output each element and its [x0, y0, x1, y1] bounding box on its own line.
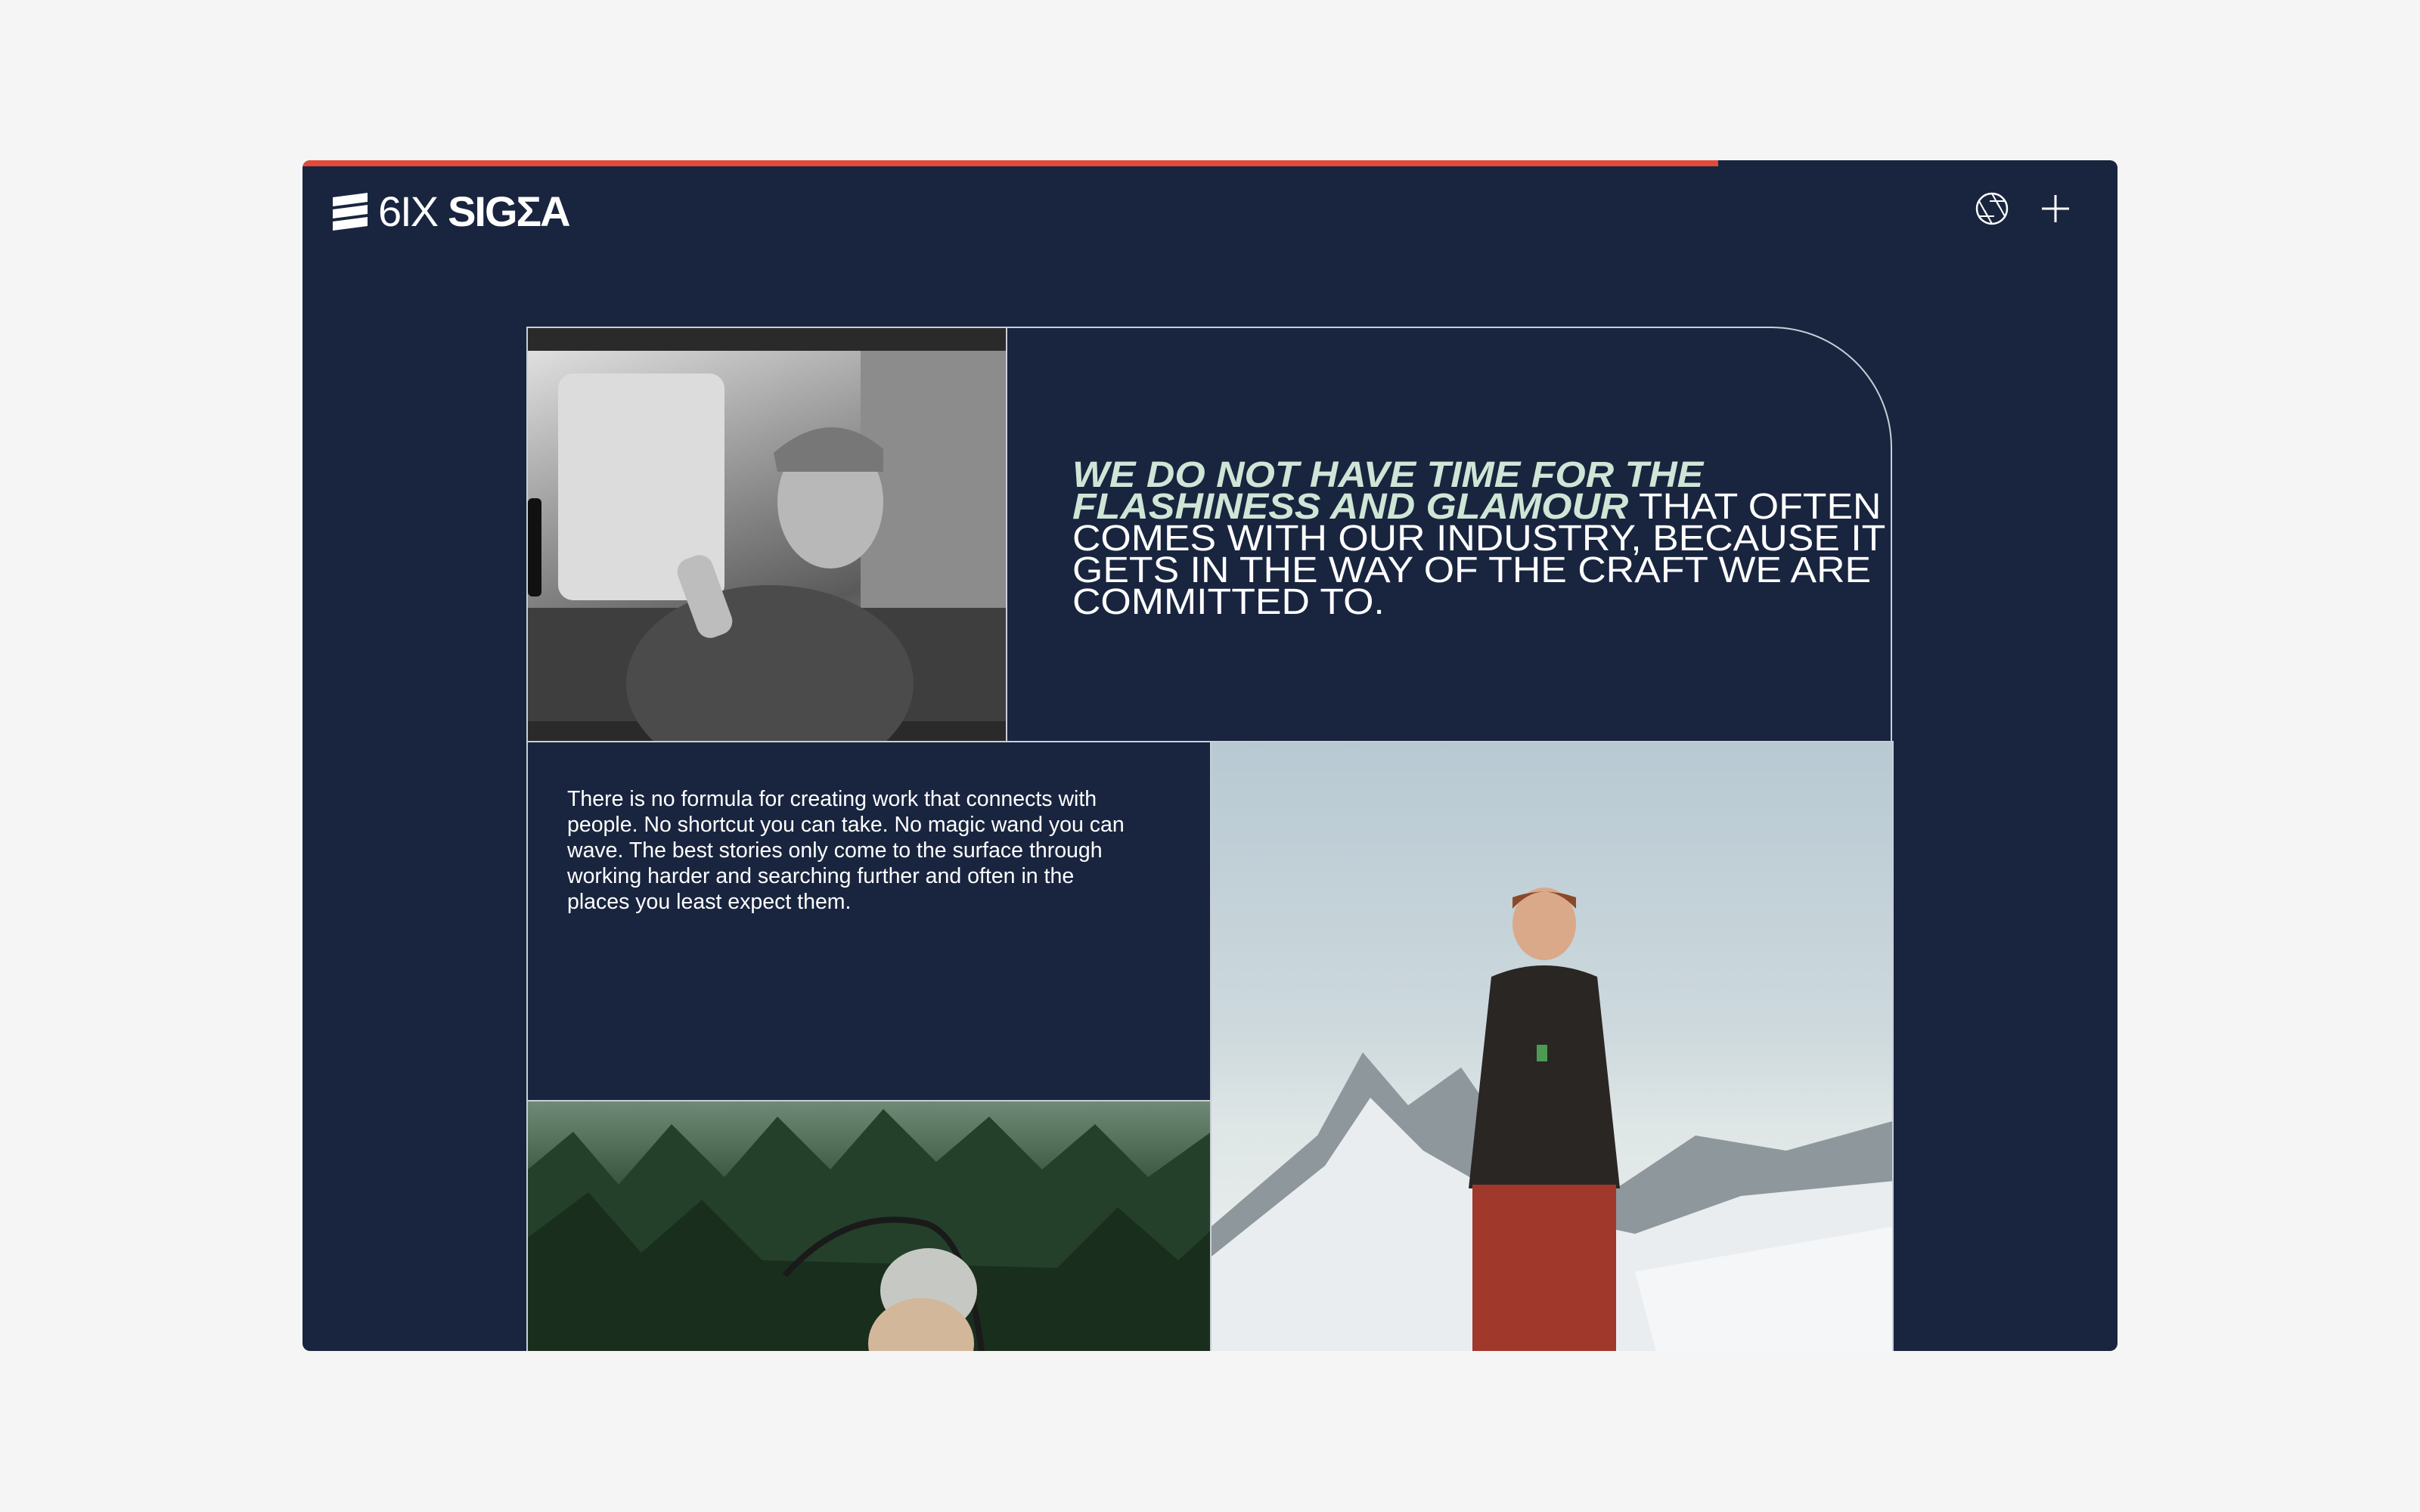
intro-paragraph: There is no formula for creating work that connects with people. No shortcut you can take. No magic wand you can wave. The best stories only come to the surface through working harder and searching further and often in the places you least expect them.: [567, 787, 1125, 914]
logo-mark-icon: [333, 193, 368, 231]
quote-card: [526, 327, 1892, 741]
quote-rest: THAT OFTEN COMES WITH OUR INDUSTRY, BECAUSE IT GETS IN THE WAY OF THE CRAFT WE ARE COMMITTED TO.: [1072, 487, 1885, 622]
headline-quote: [1072, 455, 1922, 622]
quote-highlight: WE DO NOT HAVE TIME FOR THE FLASHINESS AND GLAMOUR: [1072, 455, 1704, 527]
aperture-icon[interactable]: [1974, 191, 2010, 227]
photo-man-mountain: [1210, 741, 1894, 1351]
progress-bar: [302, 160, 2118, 166]
photo-man-in-car: [528, 328, 1007, 742]
intro-text-cell: [526, 741, 1210, 1101]
brand-name-light: 6IX: [378, 187, 438, 235]
photo-forest-crew: [526, 1101, 1210, 1351]
plus-icon[interactable]: [2037, 191, 2074, 227]
page-frame: [302, 160, 2118, 1351]
content-grid: [526, 327, 1894, 1351]
brand-logo[interactable]: [333, 189, 569, 234]
progress-fill: [302, 160, 1718, 166]
top-right-controls: [1974, 191, 2074, 227]
brand-name-bold: SIGΣA: [448, 187, 569, 235]
